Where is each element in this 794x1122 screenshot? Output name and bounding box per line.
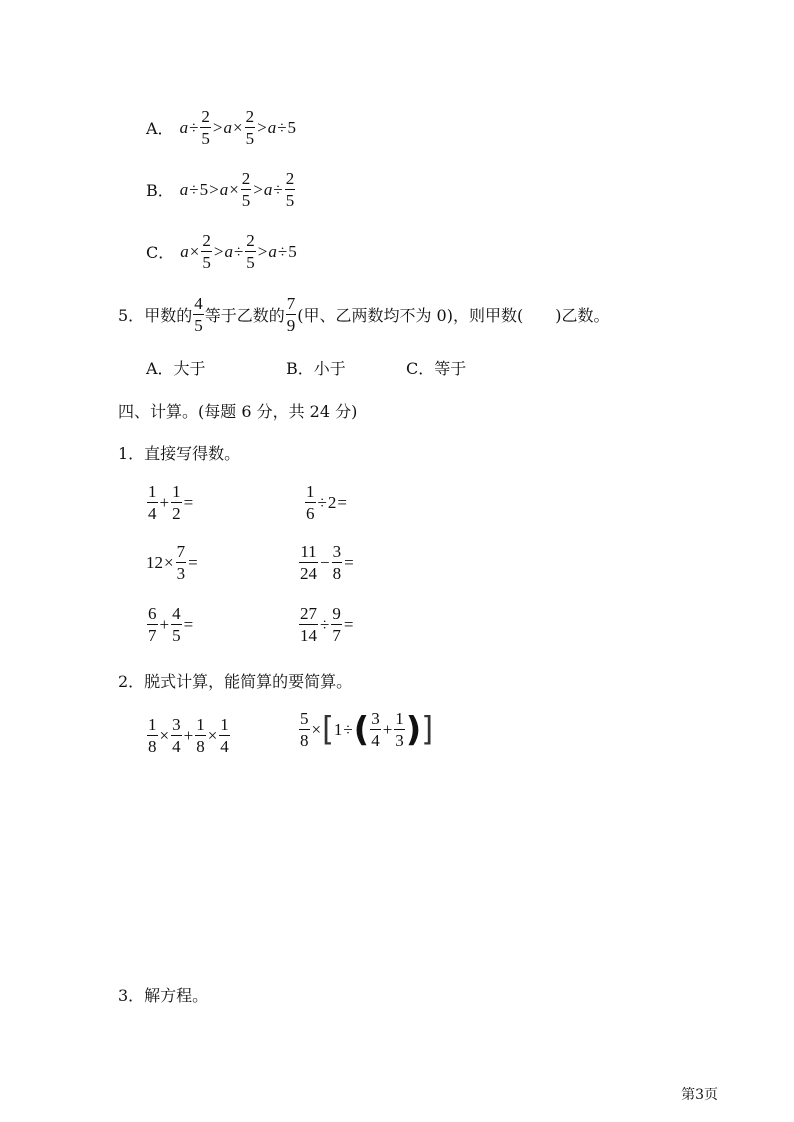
expr-1-3: 12 × $\frac{7}{3}$ = <box>146 542 198 583</box>
problem-2-title: 2．脱式计算，能简算的要简算。 <box>118 672 353 691</box>
expr-2-1: $\frac{1}{8}$ × $\frac{3}{4}$ + $\frac{1}{8}$ × $\frac{1}{4}$ <box>148 715 229 756</box>
question-5 <box>118 295 609 334</box>
fraction: $\frac{7}{9}$ <box>286 294 296 335</box>
page-number: 第3页 <box>681 1087 718 1103</box>
fraction: $\frac{4}{5}$ <box>194 294 203 335</box>
expr-1-6: $\frac{27}{14}$ ÷ $\frac{9}{7}$ = <box>300 604 354 645</box>
question-text: (甲、乙两数均不为 0)，则甲数( )乙数。 <box>297 306 610 325</box>
math-expression: a × $\frac{2}{5}$ > a ÷ $\frac{2}{5}$ > a ÷ 5 <box>180 231 297 272</box>
question-number: 5． <box>118 306 145 325</box>
section-heading: 四、计算。(每题 6 分，共 24 分) <box>118 402 358 421</box>
expr-1-5: $\frac{6}{7}$ + $\frac{4}{5}$ = <box>148 604 194 645</box>
q4-option-a <box>146 108 296 147</box>
q5-option-b: B．小于 <box>286 359 346 378</box>
question-text: 甲数的 <box>144 306 193 325</box>
option-label: C． <box>146 243 175 262</box>
q5-option-a: A．大于 <box>146 359 206 378</box>
q5-options <box>146 356 546 379</box>
math-expression: a ÷ 5 > a × $\frac{2}{5}$ > a ÷ $\frac{2}{5}$ <box>179 169 295 210</box>
expr-1-2: $\frac{1}{6}$ ÷ 2 = <box>306 482 347 523</box>
expr-1-1: $\frac{1}{4}$ + $\frac{1}{2}$ = <box>148 482 194 523</box>
option-label: B． <box>146 181 174 200</box>
q4-option-c <box>146 232 297 271</box>
expr-2-2: $\frac{5}{8}$ × [ 1 ÷ ( $\frac{3}{4}$ + $\frac{1}{3}$ ) ] <box>300 709 434 750</box>
expr-1-4: $\frac{11}{24}$ − $\frac{3}{8}$ = <box>300 542 354 583</box>
option-label: A． <box>146 119 174 138</box>
problem-1-title: 1．直接写得数。 <box>118 444 241 463</box>
q5-option-c: C．等于 <box>406 359 467 378</box>
q4-option-b <box>146 170 296 209</box>
question-text: 等于乙数的 <box>204 306 285 325</box>
math-expression: a ÷ $\frac{2}{5}$ > a × $\frac{2}{5}$ > a ÷ 5 <box>179 107 297 148</box>
problem-3-title: 3．解方程。 <box>118 986 209 1005</box>
